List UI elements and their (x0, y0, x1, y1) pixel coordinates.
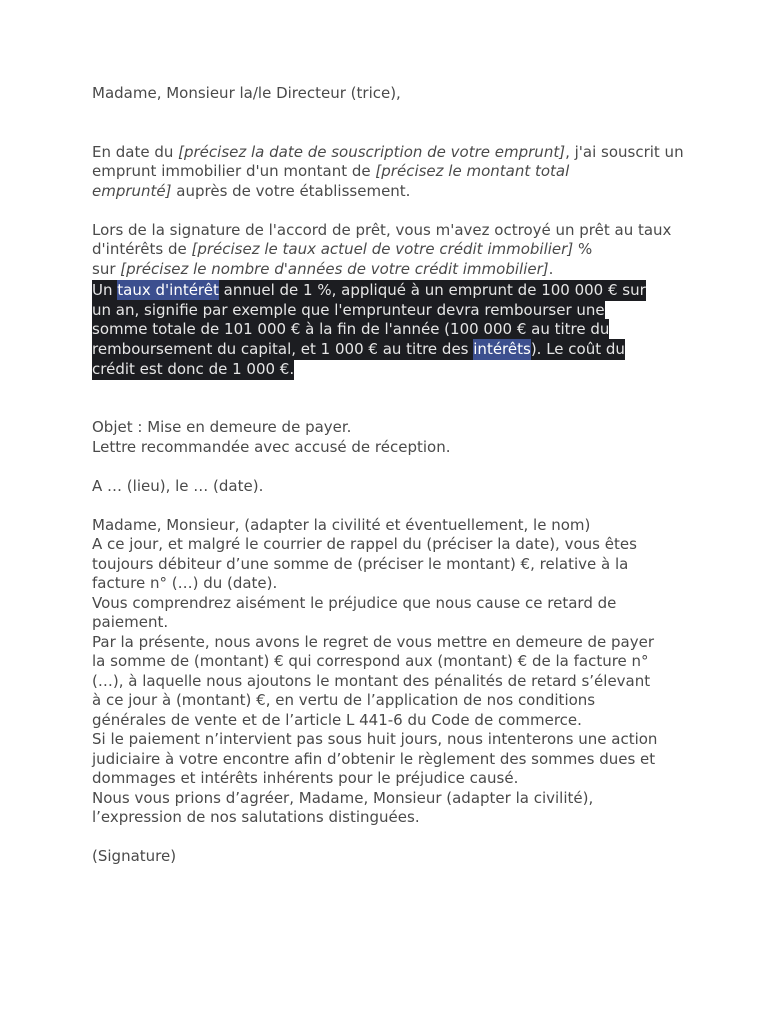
placeholder-text: emprunté] (92, 181, 172, 200)
body-line: Madame, Monsieur, (adapter la civilité et éventuellement, le nom) (92, 515, 591, 534)
placeholder-text: [précisez la date de souscription de votre emprunt] (178, 142, 566, 161)
body-line: facture n° (…) du (date). (92, 574, 278, 593)
highlighted-line: un an, signifie par exemple que l'emprunteur devra rembourser une (92, 300, 605, 319)
body-line: Par la présente, nous avons le regret de vous mettre en demeure de payer (92, 632, 655, 651)
highlighted-selection (92, 281, 692, 379)
body-line: à ce jour à (montant) €, en vertu de l’application de nos conditions (92, 691, 596, 710)
letter-body (92, 516, 692, 828)
paragraph-emprunt (92, 143, 692, 202)
body-line: Nous vous prions d’agréer, Madame, Monsieur (adapter la civilité), (92, 788, 594, 807)
body-line: l’expression de nos salutations distinguées. (92, 808, 420, 827)
body-line: Si le paiement n’intervient pas sous huit jours, nous intenterons une action (92, 730, 658, 749)
highlighted-line: remboursement du capital, et 1 000 € au titre des intérêts). Le coût du (92, 340, 625, 359)
highlighted-line: somme totale de 101 000 € à la fin de l'année (100 000 € au titre du (92, 320, 610, 339)
body-line: judiciaire à votre encontre afin d’obtenir le règlement des sommes dues et (92, 749, 656, 768)
paragraph-taux (92, 221, 692, 280)
placeholder-text: [précisez le montant total (375, 162, 570, 180)
body-line: générales de vente et de l’article L 441-6 du Code de commerce. (92, 710, 582, 729)
envoi-line: Lettre recommandée avec accusé de réception. (92, 437, 451, 456)
body-line: dommages et intérêts inhérents pour le préjudice causé. (92, 769, 519, 788)
body-line: toujours débiteur d’une somme de (préciser le montant) €, relative à la (92, 554, 629, 573)
objet-line: Objet : Mise en demeure de payer. (92, 418, 352, 437)
salutation: Madame, Monsieur la/le Directeur (trice), (92, 84, 401, 102)
link-taux-interet[interactable]: taux d'intérêt (117, 281, 219, 299)
highlighted-line: Un taux d'intérêt annuel de 1 %, appliqué à un emprunt de 100 000 € sur (92, 281, 646, 299)
paragraph-line: d'intérêts de [précisez le taux actuel de votre crédit immobilier] % (92, 240, 593, 258)
body-line: paiement. (92, 613, 169, 632)
paragraph-line: En date du [précisez la date de souscription de votre emprunt], j'ai souscrit un (92, 142, 684, 161)
document-page (92, 84, 692, 867)
paragraph-line: Lors de la signature de l'accord de prêt, vous m'avez octroyé un prêt au taux (92, 220, 672, 239)
paragraph-line: sur [précisez le nombre d'années de votre crédit immobilier]. (92, 259, 554, 278)
paragraph-line: emprunté] auprès de votre établissement. (92, 181, 411, 200)
placeholder-text: [précisez le nombre d'années de votre crédit immobilier] (120, 259, 549, 278)
placeholder-text: [précisez le taux actuel de votre crédit immobilier] (191, 240, 574, 258)
lieu-date-line: A … (lieu), le … (date). (92, 476, 264, 495)
highlighted-line: crédit est donc de 1 000 €. (92, 359, 295, 378)
link-interets[interactable]: intérêts (473, 340, 531, 359)
body-line: la somme de (montant) € qui correspond aux (montant) € de la facture n° (92, 652, 649, 671)
signature-line: (Signature) (92, 847, 177, 866)
body-line: (…), à laquelle nous ajoutons le montant des pénalités de retard s’élevant (92, 671, 651, 690)
body-line: A ce jour, et malgré le courrier de rappel du (préciser la date), vous êtes (92, 535, 637, 554)
body-line: Vous comprendrez aisément le préjudice que nous cause ce retard de (92, 593, 617, 612)
paragraph-line: emprunt immobilier d'un montant de [précisez le montant total (92, 162, 570, 180)
